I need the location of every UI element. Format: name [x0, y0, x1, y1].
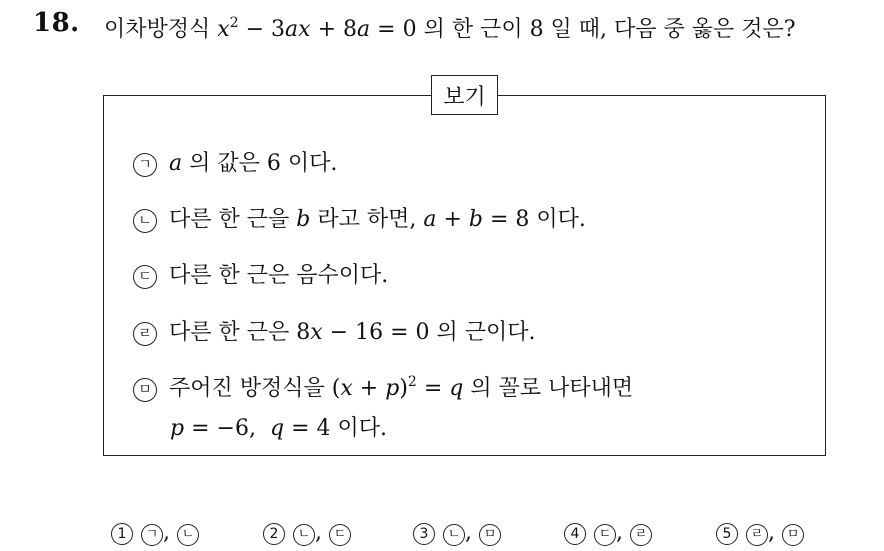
- choice-1[interactable]: 1 ㄱ , ㄴ: [111, 520, 199, 546]
- marker-digeut: ㄷ: [133, 265, 157, 289]
- bogi-item-3: ㄷ 다른 한 근은 음수이다.: [133, 258, 388, 289]
- choice-4[interactable]: 4 ㄷ , ㄹ: [564, 520, 652, 546]
- choice-number: 2: [263, 523, 285, 545]
- choice-number: 5: [716, 523, 738, 545]
- bogi-title: 보기: [431, 75, 498, 115]
- bogi-item-2: ㄴ 다른 한 근을 b 라고 하면, a + b = 8 이다.: [133, 202, 586, 233]
- bogi-item-4: ㄹ 다른 한 근은 8x − 16 = 0 의 근이다.: [133, 315, 536, 346]
- question-number: 18.: [33, 8, 80, 38]
- marker-giyeok: ㄱ: [133, 153, 157, 177]
- bogi-item-5: ㅁ 주어진 방정식을 $(x + p)^2 = q$ 의 꼴로 나타내면: [133, 371, 633, 402]
- bogi-item-1: ㄱ a 의 값은 6 이다.: [133, 146, 337, 177]
- choice-number: 4: [564, 523, 586, 545]
- choice-5[interactable]: 5 ㄹ , ㅁ: [716, 520, 804, 546]
- choice-2[interactable]: 2 ㄴ , ㄷ: [263, 520, 351, 546]
- marker-mieum: ㅁ: [133, 378, 157, 402]
- choice-number: 1: [111, 523, 133, 545]
- bogi-item-5-continuation: p = −6, q = 4 이다.: [170, 416, 387, 441]
- choice-3[interactable]: 3 ㄴ , ㅁ: [413, 520, 501, 546]
- answer-choices: [0, 520, 884, 550]
- marker-nieun: ㄴ: [133, 209, 157, 233]
- marker-rieul: ㄹ: [133, 322, 157, 346]
- choice-number: 3: [413, 523, 435, 545]
- question-stem: 이차방정식 $x^2 - 3ax + 8a = 0$ 의 한 근이 8 일 때, 다음 중 옳은 것은?: [104, 15, 796, 42]
